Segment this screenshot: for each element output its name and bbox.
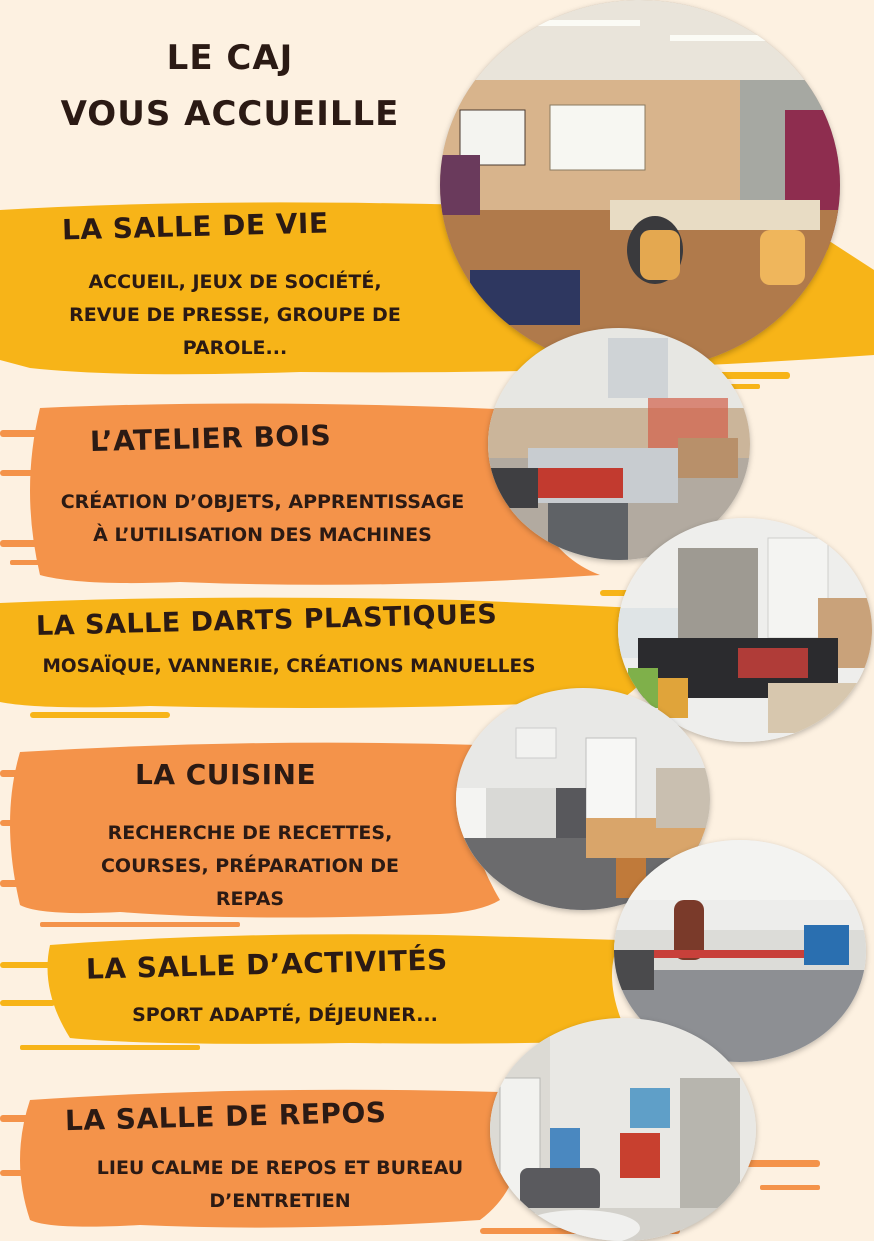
section-desc-salle-activites bbox=[90, 999, 480, 1032]
section-title-atelier-bois: L’ATELIER BOIS bbox=[89, 418, 332, 459]
photo-salle-de-vie bbox=[440, 0, 840, 370]
desc-line: PAROLE... bbox=[182, 337, 288, 359]
desc-line: LIEU CALME DE REPOS ET BUREAU bbox=[96, 1157, 464, 1179]
desc-line: À L’UTILISATION DES MACHINES bbox=[93, 524, 432, 546]
desc-line: COURSES, PRÉPARATION DE bbox=[100, 855, 400, 877]
desc-line: REVUE DE PRESSE, GROUPE DE bbox=[69, 304, 401, 326]
section-desc-salle-de-vie bbox=[40, 266, 430, 365]
section-title-salle-repos: LA SALLE DE REPOS bbox=[64, 1095, 387, 1138]
section-title-salle-activites: LA SALLE D’ACTIVITÉS bbox=[85, 943, 449, 986]
desc-line: MOSAÏQUE, VANNERIE, CRÉATIONS MANUELLES bbox=[42, 656, 536, 677]
title-line-1: LE CAJ bbox=[166, 38, 294, 78]
section-title-salle-de-vie: LA SALLE DE VIE bbox=[61, 206, 329, 247]
photo-salle-repos bbox=[490, 1018, 756, 1241]
desc-line: REPAS bbox=[215, 888, 285, 910]
section-desc-cuisine bbox=[70, 817, 430, 916]
section-desc-arts-plastiques bbox=[8, 650, 570, 683]
desc-line: SPORT ADAPTÉ, DÉJEUNER... bbox=[132, 1004, 438, 1026]
desc-line: ACCUEIL, JEUX DE SOCIÉTÉ, bbox=[88, 271, 382, 293]
section-title-cuisine: LA CUISINE bbox=[135, 758, 317, 791]
desc-line: RECHERCHE DE RECETTES, bbox=[107, 822, 393, 844]
section-desc-atelier-bois bbox=[30, 486, 495, 552]
desc-line: D’ENTRETIEN bbox=[209, 1190, 351, 1212]
title-line-2: VOUS ACCUEILLE bbox=[60, 94, 400, 134]
section-desc-salle-repos bbox=[60, 1152, 500, 1218]
desc-line: CRÉATION D’OBJETS, APPRENTISSAGE bbox=[60, 491, 465, 513]
section-title-arts-plastiques: LA SALLE DARTS PLASTIQUES bbox=[35, 598, 498, 643]
page-title bbox=[40, 30, 420, 142]
